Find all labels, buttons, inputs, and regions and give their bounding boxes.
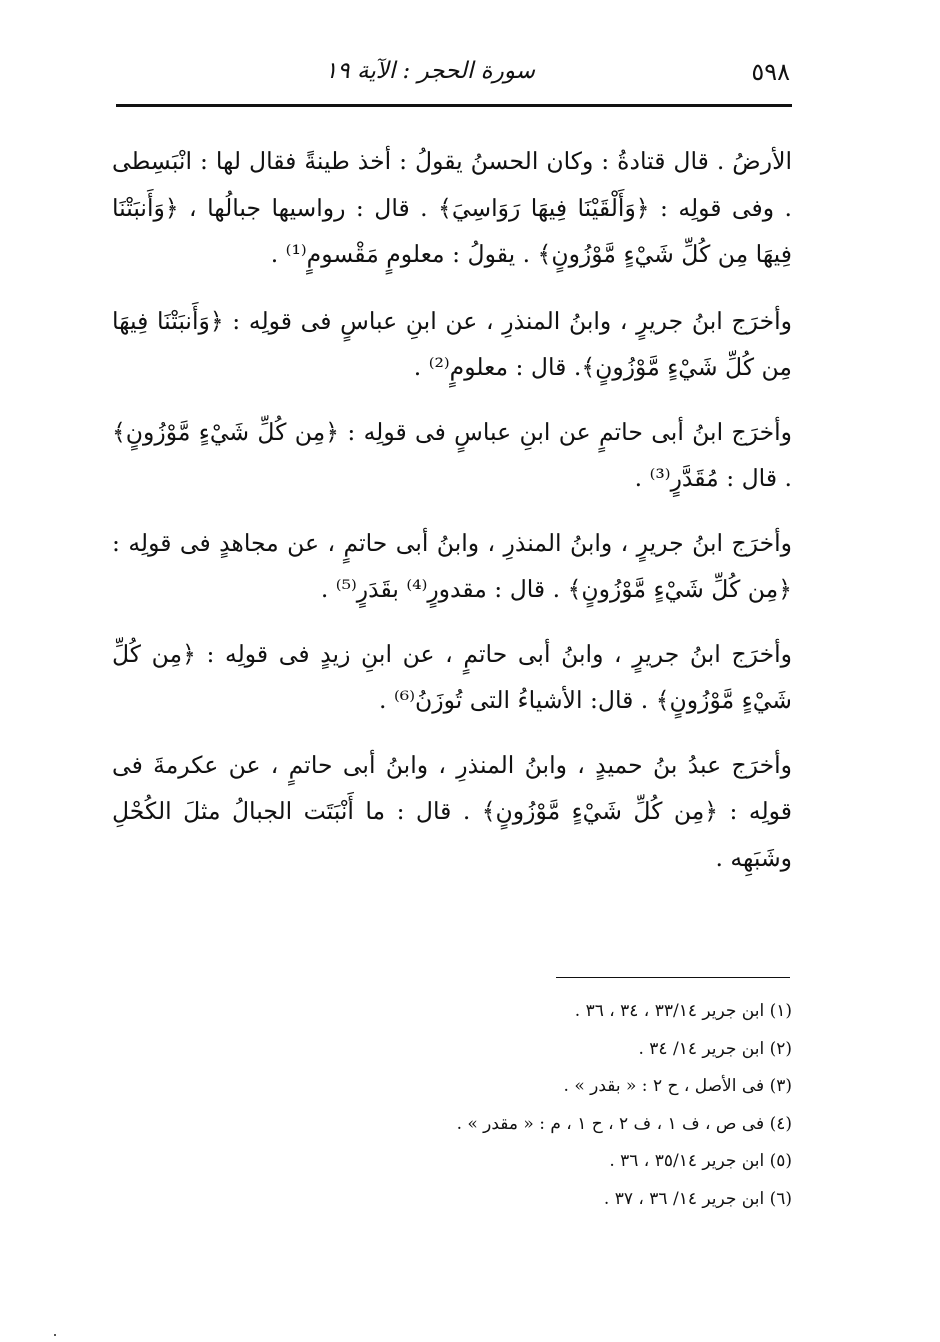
main-text — [112, 138, 792, 899]
footnote: (٦) ابن جرير ١٤/ ٣٦ ، ٣٧ . — [603, 1188, 792, 1209]
paragraph: الأرضُ . قال قتادةُ : وكان الحسنُ يقولُ : أخذ طينةً فقال لها : انْبَسِطى . وفى قولِه : ﴿وَأَلْقَيْنَا فِيهَا رَوَاسِيَ﴾ . قال : رواسيها جبالُها ، ﴿وَأَنبَتْنَا فِيهَا مِن كُلِّ شَيْءٍ مَّوْزُونٍ﴾ . يقولُ : معلومٍ مَقْسومٍ⁽¹⁾ . — [112, 147, 792, 268]
scan-speck — [54, 1334, 56, 1336]
footnotes — [300, 993, 792, 1218]
paragraph: وأخرَج ابنُ جريرٍ ، وابنُ أبى حاتمٍ ، عن ابنِ زيدٍ فى قولِه : ﴿مِن كُلِّ شَيْءٍ مَّوْزُونٍ﴾ . قال: الأشياءُ التى تُوزَنُ⁽⁶⁾ . — [112, 639, 792, 714]
footnote: (٢) ابن جرير ١٤/ ٣٤ . — [638, 1038, 792, 1059]
page-header — [118, 52, 790, 94]
footnote: (٣) فى الأصل ، ح ٢ : « بقدر » . — [563, 1076, 792, 1096]
running-title: سورة الحجر : الآية ١٩ — [324, 58, 535, 84]
paragraph: وأخرَج ابنُ جريرٍ ، وابنُ المنذرِ ، وابنُ أبى حاتمٍ ، عن مجاهدٍ فى قولِه : ﴿مِن كُلِّ شَيْءٍ مَّوْزُونٍ﴾ . قال : مقدورٍ⁽⁴⁾ بقَدَرٍ⁽⁵⁾ . — [112, 528, 792, 603]
footnote: (٥) ابن جرير ٣٥/١٤ ، ٣٦ . — [609, 1151, 792, 1171]
paragraph: وأخرَج ابنُ أبى حاتمٍ عن ابنِ عباسٍ فى قولِه : ﴿مِن كُلِّ شَيْءٍ مَّوْزُونٍ﴾ . قال : مُقَدَّرٍ⁽³⁾ . — [112, 417, 792, 492]
footnote-separator — [556, 977, 790, 978]
header-rule — [116, 104, 792, 107]
footnote: (١) ابن جرير ٣٣/١٤ ، ٣٤ ، ٣٦ . — [574, 1001, 792, 1021]
page-number: ٥٩٨ — [751, 58, 790, 86]
paragraph: وأخرَج ابنُ جريرٍ ، وابنُ المنذرِ ، عن ابنِ عباسٍ فى قولِه : ﴿وَأَنبَتْنَا فِيهَا مِن كُلِّ شَيْءٍ مَّوْزُونٍ﴾. قال : معلومٍ⁽²⁾ . — [112, 306, 792, 381]
footnote: (٤) فى ص ، ف ١ ، ف ٢ ، ح ١ ، م : « مقدر » . — [456, 1113, 792, 1134]
paragraph: وأخرَج عبدُ بنُ حميدٍ ، وابنُ المنذرِ ، وابنُ أبى حاتمٍ ، عن عكرمةَ فى قولِه : ﴿مِن كُلِّ شَيْءٍ مَّوْزُونٍ﴾ . قال : ما أَنْبَتَت الجبالُ مثلَ الكُحْلِ وشَبَهِه . — [112, 750, 792, 872]
